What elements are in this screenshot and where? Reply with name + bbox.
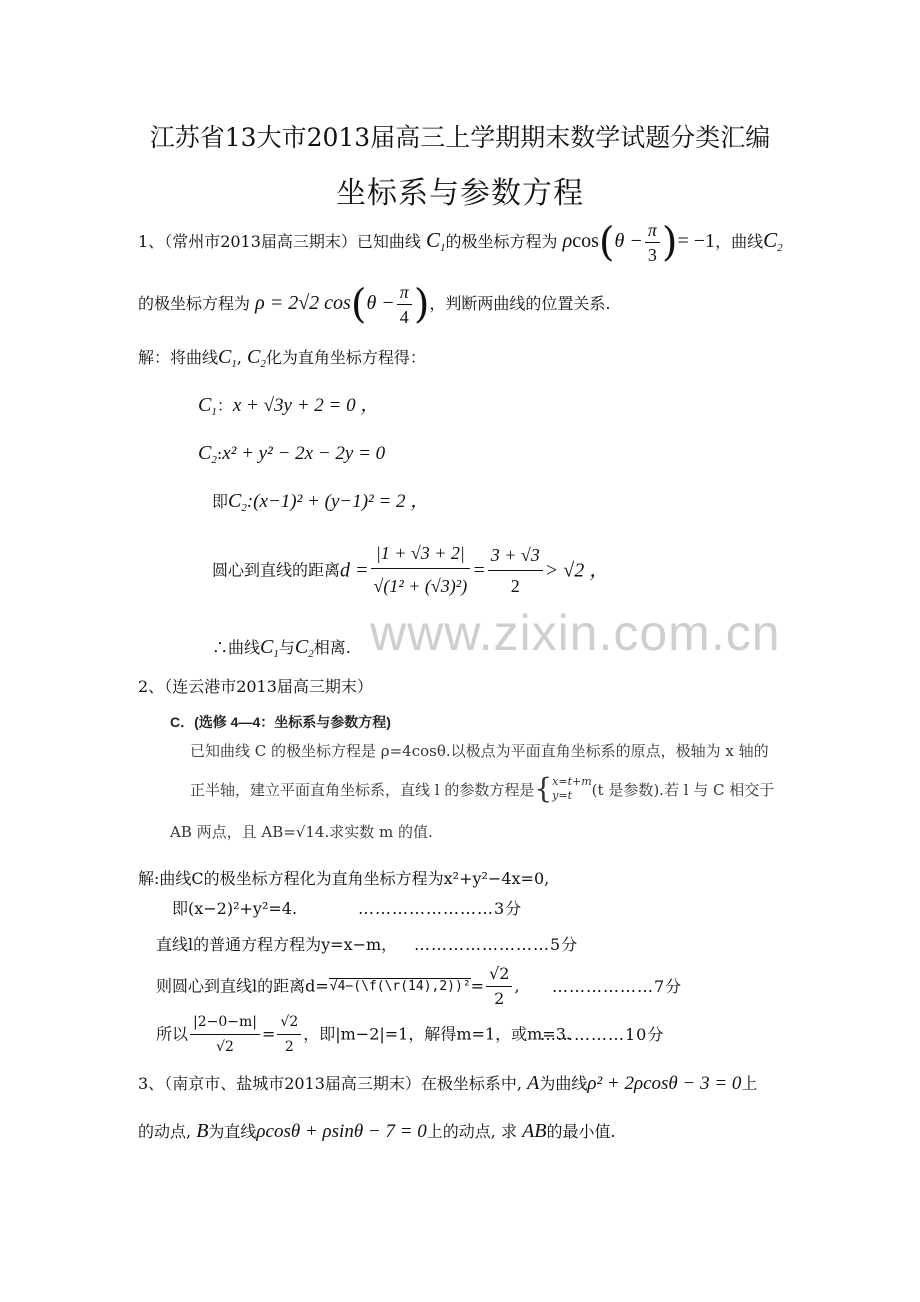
q1-c1-equation: $C_1$：x + √3y + 2 = 0 ， [198,394,380,418]
q2-sol-2-score: ……………………3分 [358,899,523,918]
q1-solution-intro: 解：将曲线$C_1$, $C_2$化为直角坐标方程得： [138,346,426,370]
q1-c2-equation: $C_2:x^2 + y^2 - 2x - 2y = 0$ [198,442,386,466]
q2-sol-1: 解:曲线C的极坐标方程化为直角坐标方程为x²+y²−4x=0, [138,869,550,888]
q3-line1: 3、（南京市、盐城市2013届高三期末）在极坐标系中, A为曲线ρ² + 2ρcosθ − 3 = 0上 [138,1072,758,1094]
watermark: www.zixin.com.cn [370,605,781,661]
q2-problem-image [170,712,780,842]
q2-sol-3-score: ……………………5分 [414,935,579,954]
q1-line2: 的极坐标方程为 ρ = 2√2 cos(θ − $\frac{\pi}{4}$ )，判断两曲线的位置关系. [138,281,611,328]
q2-sol-3: 直线l的普通方程方程为y=x−m， [156,935,398,954]
q2-box-line1: 已知曲线 C 的极坐标方程是 ρ=4cosθ.以极点为平面直角坐标系的原点，极轴为 x 轴的 [190,742,769,760]
q2-sol-5-score: ……………10分 [540,1025,665,1044]
q2-sol-2: 即(x−2)²+y²=4. [172,899,298,918]
q2-box-line3: AB 两点，且 AB=√14.求实数 m 的值. [170,823,433,841]
q1-line1: 1、（常州市2013届高三期末）已知曲线 $C_1$的极坐标方程为 ρcos(θ − $\frac{\pi}{3}$ )= −1，曲线$C_2$ [138,219,783,266]
q2-sol-4: 则圆心到直线l的距离d=√4−(\f(\r(14),2))²= $\frac{√2}{2}$ , [156,964,520,1008]
q2-sol-5: 所以 $\frac{|2-0-m|}{√2}$ = $\frac{√2}{2}$ ，即|m−2|=1，解得m=1，或m=3. [156,1010,571,1059]
q2-box-line2: 正半轴，建立平面直角坐标系，直线 l 的参数方程是 { x=t+m y=t (t 是参数).若 l 与 C 相交于 [190,772,775,805]
q1-conclusion: ∴曲线$C_1$与$C_2$相离. [212,636,351,660]
q3-line2: 的动点, B为直线ρcosθ + ρsinθ − 7 = 0上的动点, 求 AB的最小值. [138,1120,616,1142]
q2-box-heading: C．(选修 4—4：坐标系与参数方程) [170,714,391,730]
q1-c2-standard: 即$C_2:(x-1)^2 + (y-1)^2 = 2$ ， [212,490,430,514]
document-subtitle: 坐标系与参数方程 [336,176,584,211]
q2-param-system: { x=t+m y=t [534,772,592,805]
q2-sol-4-score: ………………7分 [552,977,683,996]
q2-header: 2、（连云港市2013届高三期末） [138,677,373,696]
document-title: 江苏省13大市2013届高三上学期期末数学试题分类汇编 [149,123,771,152]
q1-distance: 圆心到直线的距离d = $\frac{|1 + √3 + 2|}{\text{√(1² + (√3)²)}}$ = $\frac{3 + √3}{2}$ > √2 ， [212,538,609,603]
